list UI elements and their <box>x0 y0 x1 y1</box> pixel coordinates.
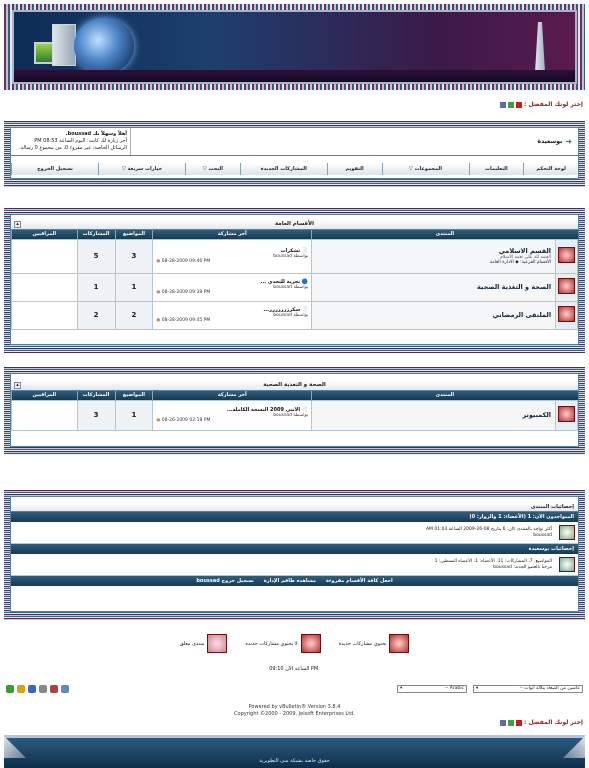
stats-title: إحصائيات المنتدى <box>11 503 578 512</box>
goto-last-post-icon[interactable]: ● <box>156 259 161 264</box>
post-icon: 🔵 <box>301 279 309 285</box>
online-users-icon <box>559 525 575 540</box>
moderators-cell <box>12 400 78 430</box>
forum-row <box>12 301 578 329</box>
col-forum: المنتدى <box>312 391 578 400</box>
nav-faq[interactable]: التعليمات <box>469 163 524 175</box>
post-count: 5 <box>77 239 115 273</box>
online-user-link[interactable]: boussad <box>533 532 552 538</box>
legend-closed-forum: منتدى مغلق <box>179 640 205 647</box>
home-arrow-icon: ➜ <box>565 137 572 146</box>
footer-icons <box>6 685 69 693</box>
no-new-posts-icon <box>301 634 321 653</box>
style-red-swatch[interactable] <box>516 720 522 726</box>
post-count: 1 <box>77 273 115 301</box>
powered-by-text: Powered by vBulletin® Version 3.8.4 <box>248 704 341 710</box>
copyright-text: Copyright ©2000 - 2009, Jelsoft Enterprises Ltd. <box>234 711 355 717</box>
style-chooser-label: إختر لونك المفضل : <box>523 101 583 108</box>
forum-row <box>12 273 578 301</box>
stats-links-bar <box>11 576 578 586</box>
home-icon[interactable] <box>17 685 25 693</box>
last-post-date: 08-28-2009 09:38 PM <box>161 290 211 295</box>
private-messages-link[interactable]: الرسائل الخاصة: غير مقروء 0، من مجموع 0 رسالة. <box>19 145 127 151</box>
nav-groups[interactable]: المجموعات ▽ <box>382 163 469 175</box>
tower-building-icon <box>535 22 545 72</box>
category-title-text[interactable]: الأقسام العامة <box>274 221 315 227</box>
thread-count: 3 <box>115 239 153 273</box>
style-blue-swatch[interactable] <box>500 720 506 726</box>
style-chooser-top <box>500 101 583 108</box>
category-title[interactable] <box>11 219 578 230</box>
max-online-text: أكثر تواجد بالمنتدى كان: 6 بتاريخ 08-26-2009 الساعة 01:03 AM <box>425 526 552 532</box>
col-last-post: آخر مشاركة <box>153 391 312 400</box>
mail-icon[interactable] <box>61 685 69 693</box>
user-info <box>11 128 131 155</box>
moderators-cell <box>12 239 78 273</box>
last-post-title-link[interactable]: تشكرات <box>280 248 301 254</box>
footer-banner <box>4 735 585 768</box>
navbar-top <box>11 128 578 156</box>
last-post-date: 08-28-2009 09:46 PM <box>161 259 211 264</box>
category-box-general <box>4 208 585 353</box>
last-post-date: 08-26-2009 02:18 PM <box>161 418 211 423</box>
nav-menu <box>11 163 578 175</box>
forum-name-link[interactable]: القسم الاسلامي <box>498 247 552 255</box>
tools-icon[interactable] <box>39 685 47 693</box>
category-title-text[interactable]: الصحة و التغذية الصحية <box>263 382 326 388</box>
last-visit-text: آخر زيارة لك كانت: اليوم الساعة 08:53 PM <box>34 138 127 144</box>
nav-search[interactable]: البحث ▽ <box>185 163 240 175</box>
navbar-box <box>4 121 585 187</box>
top-icon[interactable] <box>6 685 14 693</box>
logout-link[interactable]: تسجيل خروج boussad <box>196 578 254 584</box>
collapse-icon[interactable]: ▴ <box>14 382 21 389</box>
board-stats-header: إحصائيات بوسعيدة <box>11 544 578 554</box>
style-green-swatch[interactable] <box>508 102 514 108</box>
forum-name-link[interactable]: الملتقى الرمضاني <box>492 311 552 319</box>
breadcrumb-label[interactable]: بوسعيدة <box>537 138 563 145</box>
settings-icon[interactable] <box>50 685 58 693</box>
forum-description: الحمد لله علي نعمة الاسلام <box>500 255 552 260</box>
col-moderators: المراقبين <box>12 391 78 400</box>
computer-tower-icon <box>52 24 76 66</box>
board-stats-row <box>11 554 578 576</box>
col-last-post: آخر مشاركة <box>153 230 312 239</box>
col-threads: المواضيع <box>115 230 153 239</box>
forum-status-icon <box>558 406 575 422</box>
nav-calendar[interactable]: التقويم <box>327 163 382 175</box>
newest-member-link[interactable]: مرحبا بالعضو الجديد: boussad <box>493 564 552 570</box>
col-posts: المشاركات <box>77 391 115 400</box>
forum-row <box>12 400 578 430</box>
forum-table <box>11 391 578 431</box>
language-select[interactable]: ▾ -- Arabic <box>397 685 467 693</box>
category-title[interactable] <box>11 380 578 391</box>
language-select-value: -- Arabic <box>445 686 464 691</box>
subforums-link[interactable]: الأقسام الفرعية: ◆ الادارة العامة <box>489 260 552 265</box>
closed-forum-icon <box>207 634 227 653</box>
last-post-date: 08-28-2009 09:45 PM <box>161 318 211 323</box>
nav-logout[interactable]: تسجيل الخروج <box>11 163 98 175</box>
thread-count: 1 <box>115 273 153 301</box>
stats-icon <box>559 557 575 572</box>
last-post-author[interactable]: بواسطة boussad <box>273 313 309 318</box>
header-horizon <box>14 70 575 82</box>
online-row <box>11 522 578 544</box>
forum-row <box>12 239 578 273</box>
header-banner <box>12 10 577 84</box>
last-post-title-link[interactable]: سكرررررررر... <box>263 307 301 313</box>
site-header <box>4 4 585 90</box>
goto-last-post-icon[interactable]: ● <box>156 318 161 323</box>
board-stats-text: المواضيع: 7، المشاركات: 11، الأعضاء: 1، الأعضاء النشطين: 1 <box>434 558 552 564</box>
last-post-author[interactable]: بواسطة boussad <box>273 254 309 259</box>
view-staff-link[interactable]: مشاهدة طاقم الإدارة <box>263 578 316 584</box>
legend-no-new-posts: لا يحتوي مشاركات جديدة <box>245 640 298 647</box>
forum-status-icon <box>558 278 575 294</box>
post-count: 3 <box>77 400 115 430</box>
forum-name-link[interactable]: الصحة و التغذية الصحية <box>477 283 552 291</box>
post-icon: 📄 <box>301 307 309 313</box>
style-blue-swatch[interactable] <box>500 102 506 108</box>
style-chooser-bottom <box>500 719 583 726</box>
mark-forums-read-link[interactable]: اجعل كافة الأقسام مقروءة <box>325 578 393 584</box>
nav-usercp[interactable]: لوحة التحكم <box>523 163 578 175</box>
last-post-author[interactable]: بواسطة boussad <box>273 413 309 418</box>
forum-icon-legend <box>0 634 589 653</box>
style-red-swatch[interactable] <box>516 102 522 108</box>
col-posts: المشاركات <box>77 230 115 239</box>
breadcrumb[interactable] <box>131 128 578 155</box>
nav-quick-links[interactable]: خيارات سريعة ▽ <box>98 163 185 175</box>
collapse-icon[interactable]: ▴ <box>14 221 21 228</box>
last-post-title-link[interactable]: تجربة للتحدي ... <box>260 279 301 285</box>
forum-status-icon <box>558 247 575 263</box>
welcome-text: أهلاً وسهلاً بك boussad. <box>65 131 127 137</box>
footer-copyright: حقوق خاصة بشبكة منى التطويرية <box>259 758 330 764</box>
moderators-cell <box>12 301 78 329</box>
legend-new-posts: يحتوي مشاركات جديدة <box>338 640 387 647</box>
style-chooser-label: إختر لونك المفضل : <box>523 719 583 726</box>
goto-last-post-icon[interactable]: ● <box>156 418 161 423</box>
style-green-swatch[interactable] <box>508 720 514 726</box>
forum-table <box>11 230 578 330</box>
col-threads: المواضيع <box>115 391 153 400</box>
style-select-value: -- عاشين من الصعاد بتلالة أتوات <box>519 686 580 691</box>
post-count: 2 <box>77 301 115 329</box>
powered-by <box>0 704 589 718</box>
last-post-title-link[interactable]: الانتي 2009 النسخة الكاملة... <box>226 407 301 413</box>
forum-name-link[interactable]: الكمبيوتر <box>522 411 552 419</box>
col-moderators: المراقبين <box>12 230 78 239</box>
stats-box <box>4 490 585 620</box>
globe-icon <box>74 18 134 74</box>
col-forum: المنتدى <box>312 230 578 239</box>
current-time: الساعة الآن 09:10 PM. <box>269 666 320 672</box>
category-box-health <box>4 367 585 455</box>
goto-last-post-icon[interactable]: ● <box>156 290 161 295</box>
last-post-author[interactable]: بواسطة boussad <box>273 285 309 290</box>
moderators-cell <box>12 273 78 301</box>
footer-controls <box>6 683 583 695</box>
new-posts-icon <box>389 634 409 653</box>
style-select[interactable]: ▾ -- عاشين من الصعاد بتلالة أتوات <box>473 685 583 693</box>
thread-count: 1 <box>115 400 153 430</box>
forum-status-icon <box>558 306 575 322</box>
info-icon[interactable] <box>28 685 36 693</box>
post-icon: 📄 <box>301 407 309 413</box>
nav-new-posts[interactable]: المشاركات الجديدة <box>240 163 327 175</box>
online-users-link[interactable]: المتواجدون الآن: 1 (الأعضاء: 1 والزوار: 0) <box>11 512 578 522</box>
thread-count: 2 <box>115 301 153 329</box>
post-icon: 📄 <box>301 248 309 254</box>
